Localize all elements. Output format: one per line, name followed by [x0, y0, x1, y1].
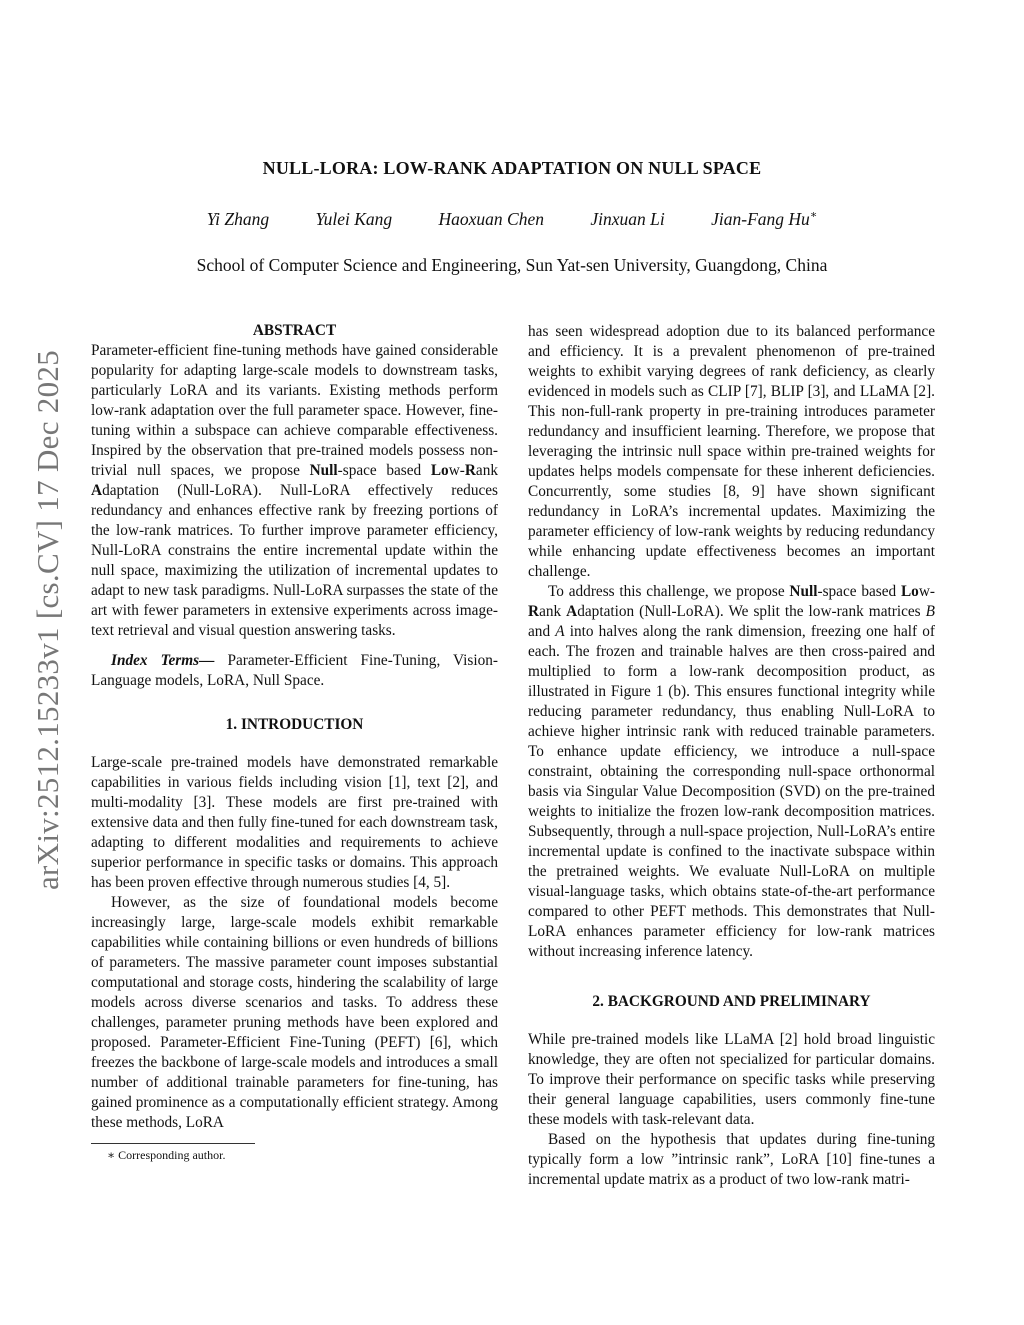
- footnote-rule: [91, 1143, 255, 1144]
- intro-paragraph-2: However, as the size of foundational models become increasingly large, large-scale models exhibit remarkable capabilities while containing billions or even hundreds of billions of parameters. The massive parameter count imposes substantial computational and storage costs, hindering the scalability of large models across diverse scenarios and tasks. To address these challenges, parameter pruning methods have been explored and proposed. Parameter-Efficient Fine-Tuning (PEFT) [6], which freezes the backbone of large-scale models and introduces a small number of additional trainable parameters for fine-tuning, has gained prominence as a computationally efficient strategy. Among these methods, LoRA: [91, 894, 498, 1131]
- affiliation: School of Computer Science and Engineering, Sun Yat-sen University, Guangdong, China: [196, 255, 828, 275]
- author-name: Jian-Fang Hu: [711, 208, 810, 229]
- right-column: [528, 322, 935, 1190]
- paper-title: NULL-LORA: LOW-RANK ADAPTATION ON NULL SPACE: [262, 158, 762, 178]
- intro-paragraph-3: has seen widespread adoption due to its balanced performance and efficiency. It is a prevalent phenomenon of pre-trained weights to exhibit varying degrees of rank deficiency, as clearly evidenced in models such as CLIP [7], BLIP [3], and LLaMA [2]. This non-full-rank property in pre-training introduces parameter redundancy and insufficient learning. Therefore, we propose that leveraging the intrinsic null space within pre-trained weights for updates helps models compensate for these inherent deficiencies. Concurrently, some studies [8, 9] have shown significant redundancy in LoRA’s incremental updates. Maximizing the parameter efficiency of low-rank weights by reducing redundancy while enhancing update effectiveness becomes an important challenge.: [528, 323, 935, 580]
- author: Yi Zhang: [206, 208, 270, 229]
- left-column: [91, 321, 498, 1163]
- author: Jinxuan Li: [590, 208, 665, 229]
- background-paragraph-2: Based on the hypothesis that updates during fine-tuning typically form a low ”intrinsic rank”, LoRA [10] fine-tunes a incremental update matrix as a product of two low-rank matri-: [528, 1131, 935, 1188]
- abstract-text: Parameter-efficient fine-tuning methods have gained considerable popularity for adapting large-scale models to downstream tasks, particularly LoRA and its variants. Existing methods perform low-rank adaptation over the full parameter space. However, fine-tuning within a subspace can achieve comparable effectiveness. Inspired by the observation that pre-trained models possess non-trivial null spaces, we propose Null-space based Low-Rank Adaptation (Null-LoRA). Null-LoRA effectively reduces redundancy and enhances effective rank by freezing portions of the low-rank matrices. To further improve parameter efficiency, Null-LoRA constrains the entire incremental update within the null space, maximizing the utilization of incremental updates to adapt to new task paradigms. Null-LoRA surpasses the state of the art with fewer parameters in extensive experiments across image-text retrieval and visual question answering tasks.: [91, 342, 498, 639]
- footnote: ∗ Corresponding author.: [107, 1148, 226, 1162]
- section-2-heading: 2. BACKGROUND AND PRELIMINARY: [592, 993, 871, 1010]
- intro-paragraph-1: Large-scale pre-trained models have demonstrated remarkable capabilities in various fields including vision [1], text [2], and multi-modality [3]. These models are first pre-trained with extensive data and then fully fine-tuned for each downstream task, adapting to different modalities and requirements to achieve superior performance in specific tasks or domains. This approach has been proven effective through numerous studies [4, 5].: [91, 754, 498, 891]
- author-list: [0, 208, 1024, 230]
- index-terms: Index Terms— Parameter-Efficient Fine-Tuning, Vision-Language models, LoRA, Null Space.: [91, 652, 498, 689]
- arxiv-identifier: arXiv:2512.15233v1 [cs.CV] 17 Dec 2025: [30, 349, 65, 891]
- corresponding-mark: ∗: [809, 209, 818, 221]
- author: [711, 209, 817, 229]
- author: Haoxuan Chen: [438, 208, 545, 229]
- intro-paragraph-4: To address this challenge, we propose Null-space based Low-Rank Adaptation (Null-LoRA). We split the low-rank matrices B and A into halves along the rank dimension, freezing one half of each. The frozen and trainable halves are then cross-paired and multiplied to form a low-rank decomposition product, as illustrated in Figure 1 (b). This ensures functional integrity while reducing parameter redundancy, thus enabling Null-LoRA to achieve higher intrinsic rank with reduced trainable parameters. To enhance update efficiency, we introduce a null-space constraint, obtaining the corresponding null-space orthonormal basis via Singular Value Decomposition (SVD) on the pre-trained weights to initialize the frozen low-rank decomposition matrices. Subsequently, through a null-space projection, Null-LoRA’s entire incremental update is confined to the inactivate subspace within the pretrained weights. We evaluate Null-LoRA on multiple visual-language tasks, which obtains state-of-the-art performance compared to other PEFT methods. This demonstrates that Null-LoRA enhances parameter efficiency for low-rank matrices without increasing inference latency.: [528, 583, 935, 960]
- section-1-heading: 1. INTRODUCTION: [225, 716, 364, 733]
- abstract-heading: ABSTRACT: [252, 322, 337, 339]
- author: Yulei Kang: [315, 208, 393, 229]
- background-paragraph-1: While pre-trained models like LLaMA [2] hold broad linguistic knowledge, they are often not specialized for particular domains. To improve their performance on specific tasks while preserving their general language capabilities, users commonly fine-tune these models with task-relevant data.: [528, 1031, 935, 1128]
